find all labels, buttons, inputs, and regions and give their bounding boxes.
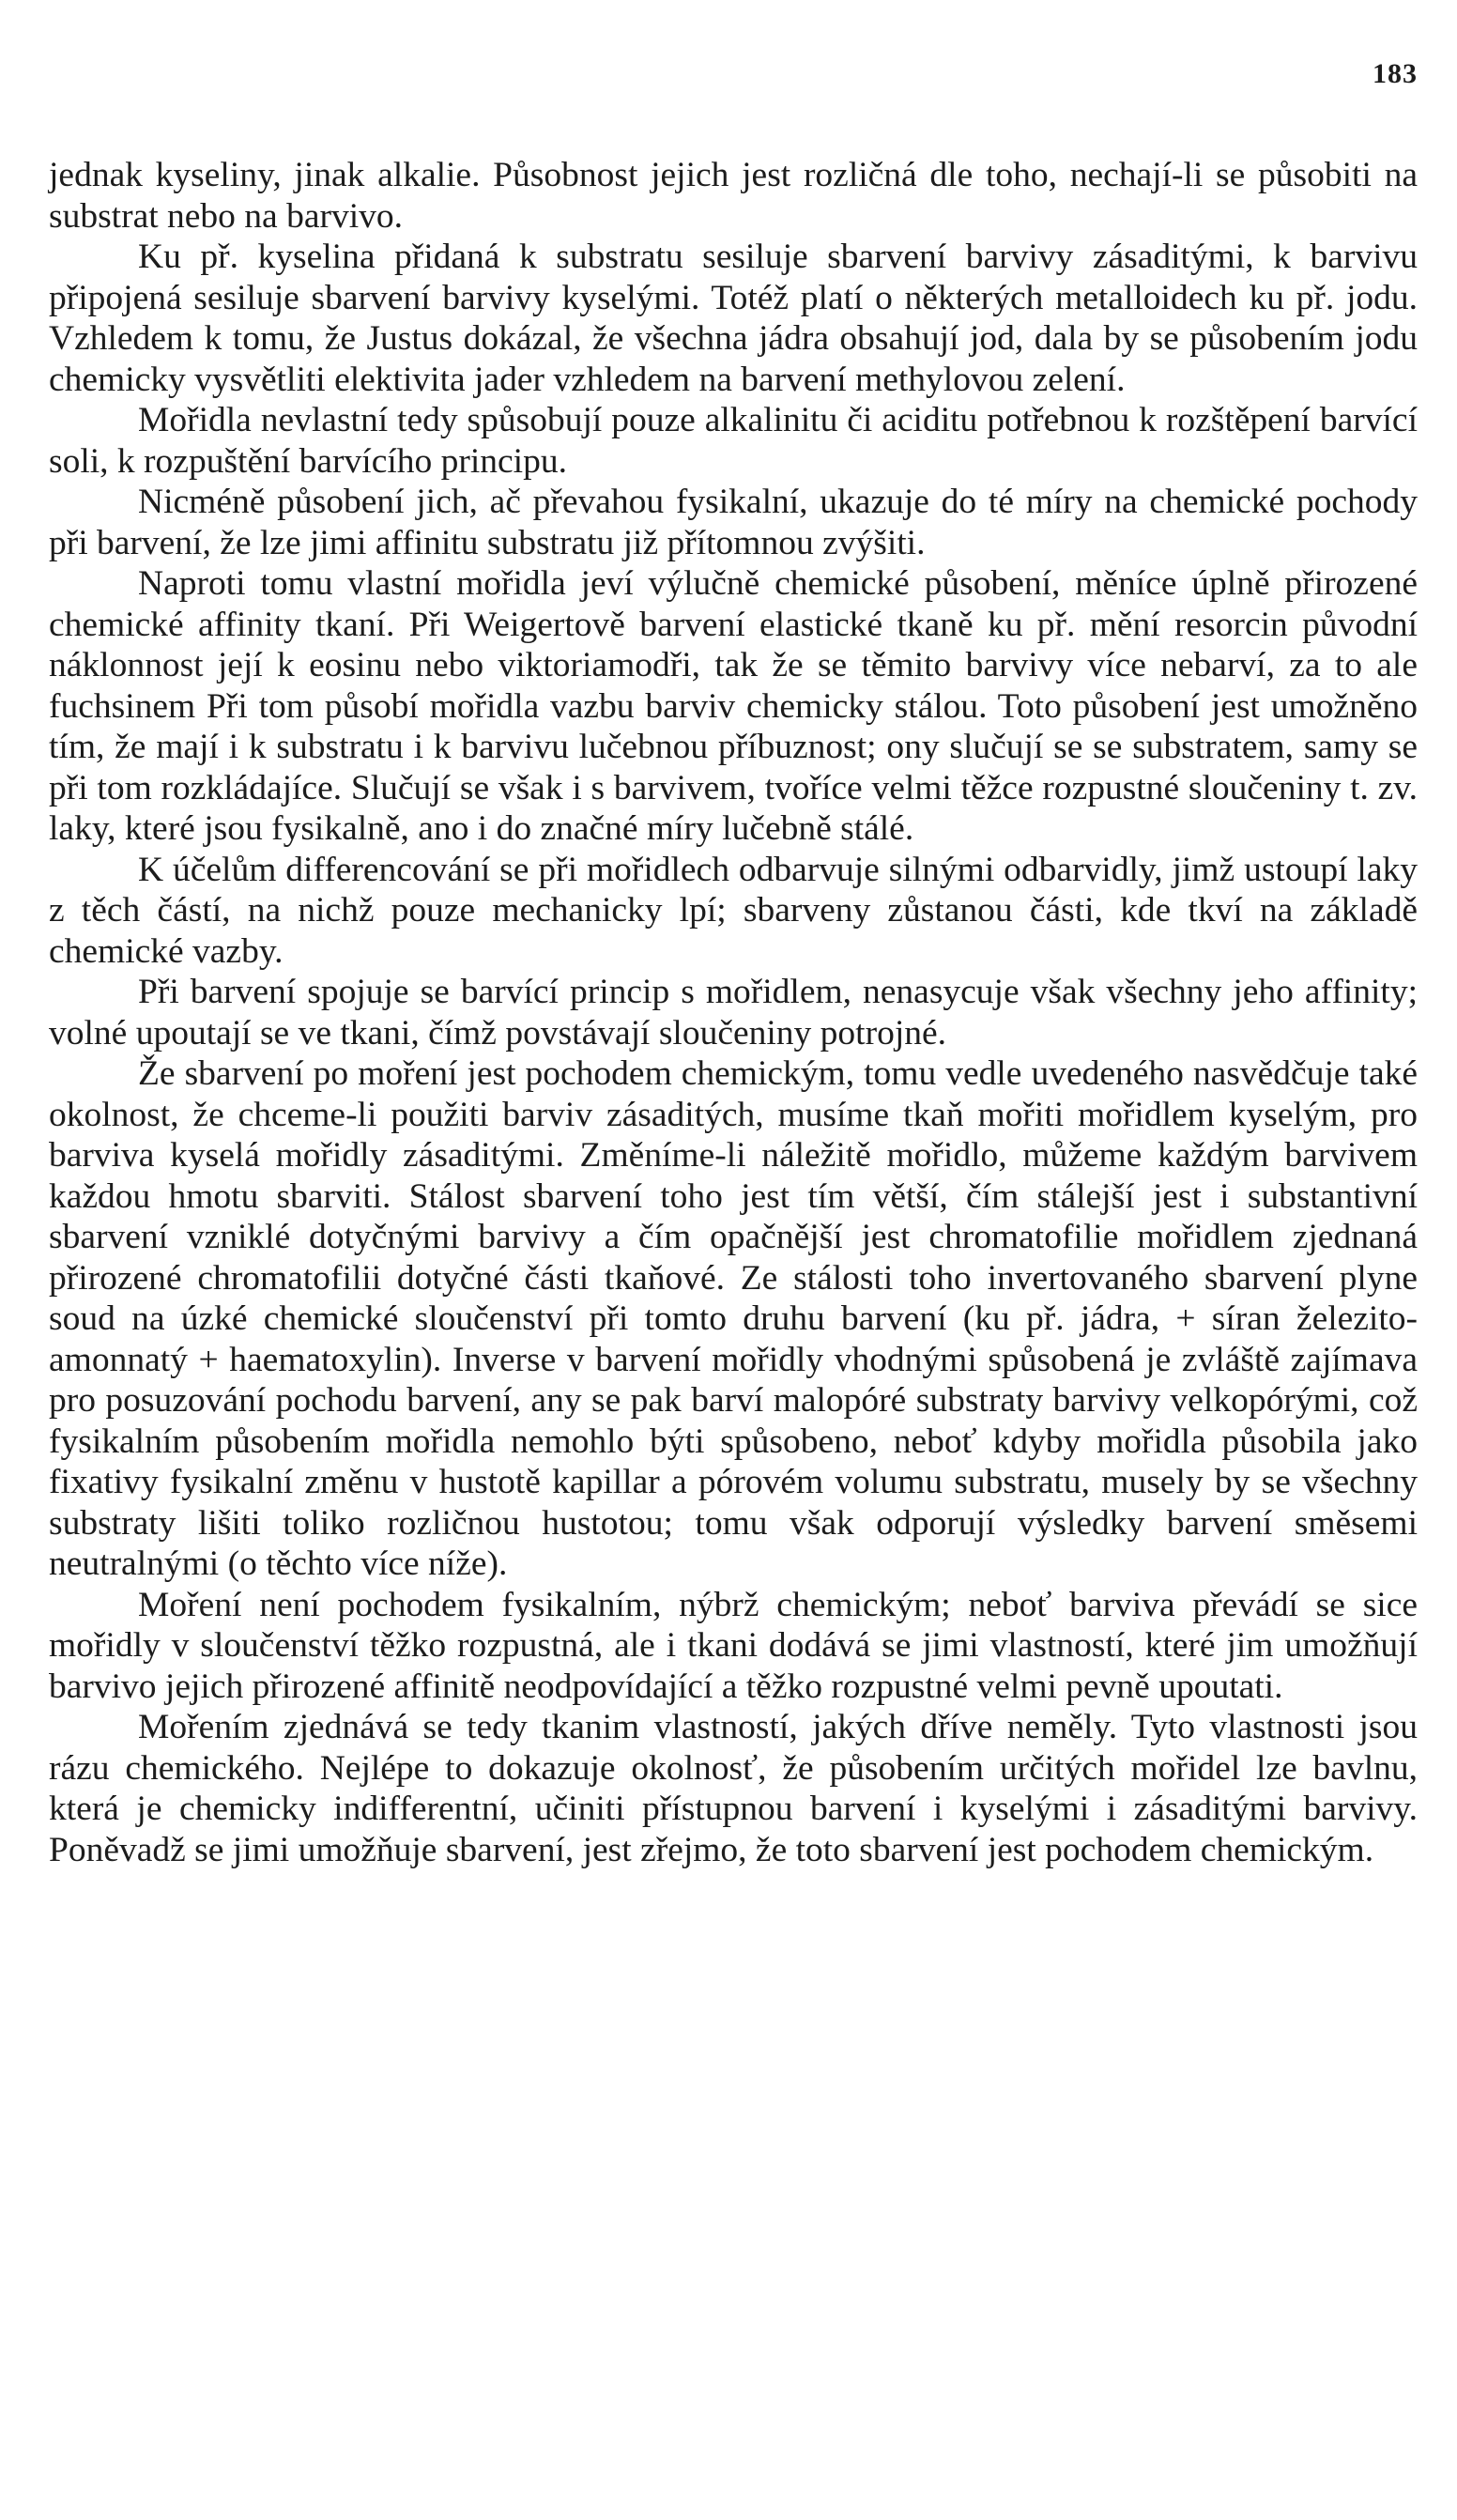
page-number: 183 [1373,58,1418,89]
paragraph-7: Při barvení spojuje se barvící princip s mořidlem, nenasycuje však všechny jeho affinity; volné upoutají se ve tkani, čímž povstávají sloučeniny potrojné. [49,973,1418,1053]
paragraph-8: Že sbarvení po moření jest pochodem chemickým, tomu vedle uvedeného nasvědčuje také okolnost, že chceme-li použiti barviv zásaditých, musíme tkaň mořiti mořidlem kyselým, pro barviva kyselá mořidly zásaditými. Změníme-li náležitě mořidlo, můžeme každým barvivem každou hmotu sbarviti. Stálost sbarvení toho jest tím větší, čím stálejší jest i substantivní sbarvení vzniklé dotyčnými barvivy a čím opačnější jest chromatofilie mořidlem zjednaná přirozené chromatofilii dotyčné části tkaňové. Ze stálosti toho invertovaného sbarvení plyne soud na úzké chemické sloučenství při tomto druhu barvení (ku př. jádra, + síran železito-amonnatý + haematoxylin). Inverse v barvení mořidly vhodnými spůsobená je zvláště zajímava pro posuzování pochodu barvení, any se pak barví malopóré substraty barvivy velkopórými, což fysikalním působením mořidla nemohlo býti spůsobeno, neboť kdyby mořidla působila jako fixativy fysikalní změnu v hustotě kapillar a pórovém volumu substratu, musely by se všechny substraty lišiti toliko rozličnou hustotou; tomu však odporují výsledky barvení směsemi neutralnými (o těchto více níže). [49,1054,1418,1583]
paragraph-2: Ku př. kyselina přidaná k substratu sesiluje sbarvení barvivy zásaditými, k barvivu připojená sesiluje sbarvení barvivy kyselými. Totéž platí o některých metalloidech ku př. jodu. Vzhledem k tomu, že Justus dokázal, že všechna jádra obsahují jod, dala by se působením jodu chemicky vysvětliti elektivita jader vzhledem na barvení methylovou zelení. [49,238,1418,399]
paragraph-5: Naproti tomu vlastní mořidla jeví výlučně chemické působení, měníce úplně přirozené chemické affinity tkaní. Při Weigertově barvení elastické tkaně ku př. mění resorcin původní náklonnost její k eosinu nebo viktoriamodři, tak že se těmito barvivy více nebarví, za to ale fuchsinem Při tom působí mořidla vazbu barviv chemicky stálou. Toto působení jest umožněno tím, že mají i k substratu i k barvivu lučebnou příbuznost; ony slučují se se substratem, samy se při tom rozkládajíce. Slučují se však i s barvivem, tvoříce velmi těžce rozpustné sloučeniny t. zv. laky, které jsou fysikalně, ano i do značné míry lučebně stálé. [49,564,1418,848]
paragraph-9: Moření není pochodem fysikalním, nýbrž chemickým; neboť barviva převádí se sice mořidly v sloučenství těžko rozpustná, ale i tkani dodává se jimi vlastností, které jim umožňují barvivo jejich přirozené affinitě neodpovídající a těžko rozpustné velmi pevně upoutati. [49,1585,1418,1706]
paragraph-10: Mořením zjednává se tedy tkanim vlastností, jakých dříve neměly. Tyto vlastnosti jsou rázu chemického. Nejlépe to dokazuje okolnosť, že působením určitých mořidel lze bavlnu, která je chemicky indifferentní, učiniti přístupnou barvení i kyselými i zásaditými barvivy. Poněvadž se jimi umožňuje sbarvení, jest zřejmo, že toto sbarvení jest pochodem chemickým. [49,1708,1418,1869]
paragraph-4: Nicméně působení jich, ač převahou fysikalní, ukazuje do té míry na chemické pochody při barvení, že lze jimi affinitu substratu již přítomnou zvýšiti. [49,483,1418,562]
body-text [49,155,1418,1870]
paragraph-1: jednak kyseliny, jinak alkalie. Působnost jejich jest rozličná dle toho, nechají-li se působiti na substrat nebo na barvivo. [49,156,1418,236]
paragraph-6: K účelům differencování se při mořidlech odbarvuje silnými odbarvidly, jimž ustoupí laky z těch částí, na nichž pouze mechanicky lpí; sbarveny zůstanou části, kde tkví na základě chemické vazby. [49,850,1418,971]
paragraph-3: Mořidla nevlastní tedy spůsobují pouze alkalinitu či aciditu potřebnou k rozštěpení barvící soli, k rozpuštění barvícího principu. [49,401,1418,481]
